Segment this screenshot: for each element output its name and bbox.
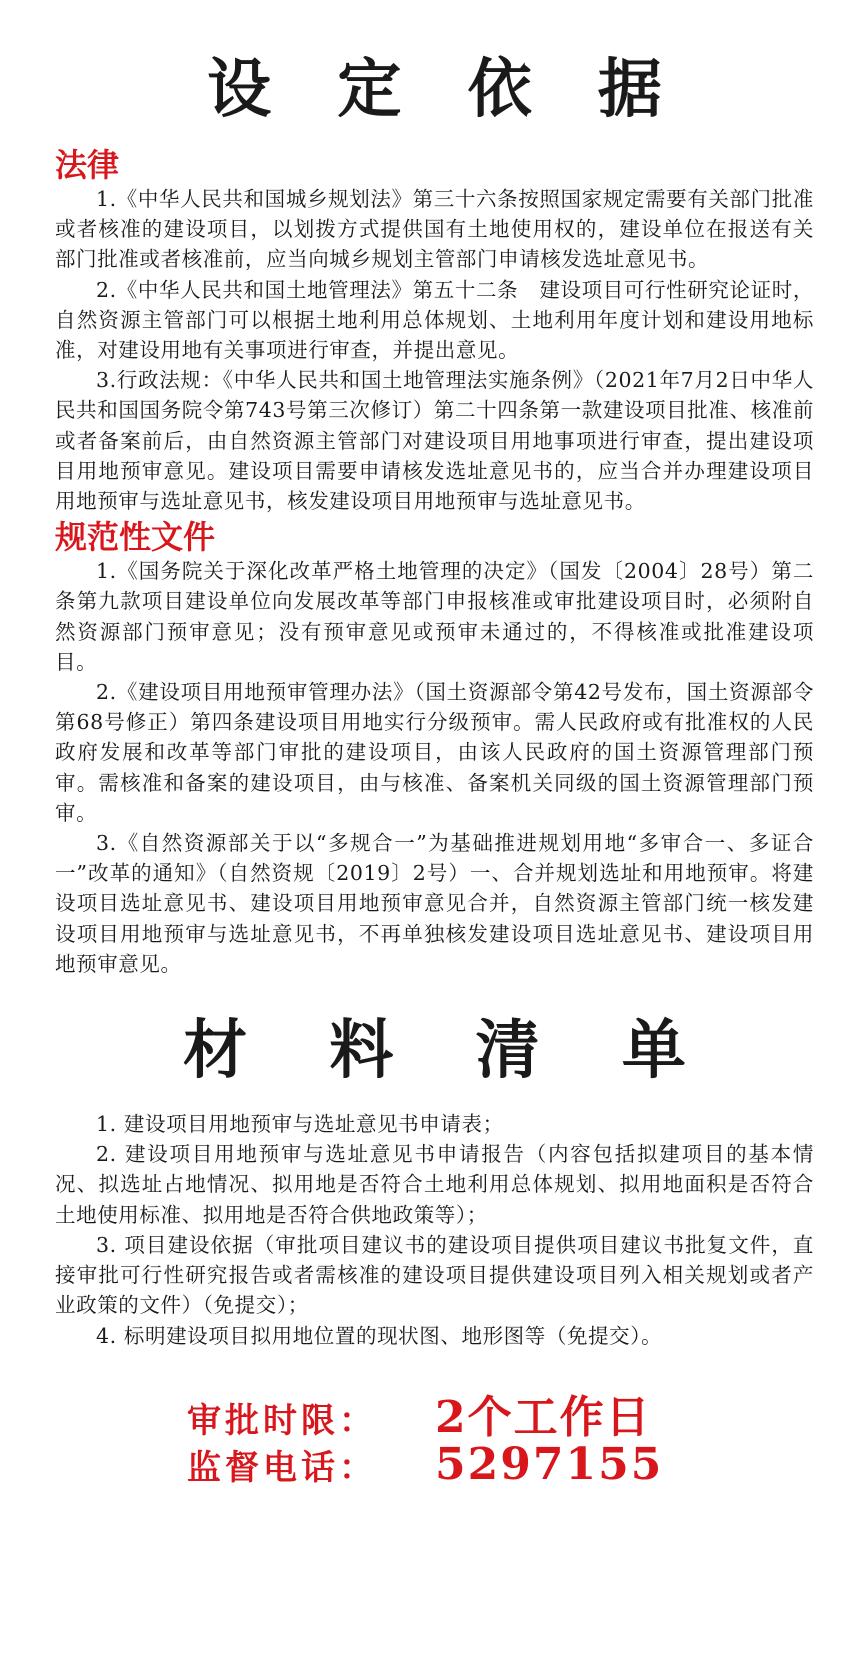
materials-item-2: 2. 建设项目用地预审与选址意见书申请报告（内容包括拟建项目的基本情况、拟选址占地情况、拟用地是否符合土地利用总体规划、拟用地面积是否符合土地使用标准、拟用地是否符合供地政策等）； — [55, 1142, 814, 1227]
law-item-3: 3.行政法规：《中华人民共和国土地管理法实施条例》（2021年7月2日中华人民共和国国务院令第743号第三次修订）第二十四条第一款建设项目批准、核准前或者备案前后，由自然资源主管部门对建设项目用地事项进行审查，提出建设项目用地预审意见。建设项目需要申请核发选址意见书的，应当合并办理建设项目用地预审与选址意见书，核发建设项目用地预审与选址意见书。 — [55, 368, 814, 514]
section-heading-law: 法律 — [55, 146, 120, 184]
approval-time-value: 2个工作日 — [435, 1391, 652, 1443]
supervision-phone-label: 监督电话： — [187, 1447, 377, 1488]
supervision-phone-value: 5297155 — [435, 1438, 664, 1490]
materials-item-1: 1. 建设项目用地预审与选址意见书申请表； — [96, 1112, 504, 1137]
supervision-phone-row — [55, 1439, 814, 1497]
materials-item-4: 4. 标明建设项目拟用地位置的现状图、地形图等（免提交）。 — [96, 1323, 663, 1348]
approval-time-row — [55, 1381, 814, 1443]
section-heading-normative: 规范性文件 — [55, 518, 216, 557]
approval-time-label: 审批时限： — [187, 1400, 377, 1441]
materials-item-3: 3. 项目建设依据（审批项目建议书的建设项目提供项目建议书批复文件，直接审批可行性研究报告或者需核准的建设项目提供建设项目列入相关规划或者产业政策的文件）（免提交）； — [55, 1232, 814, 1318]
normative-item-1: 1.《国务院关于深化改革严格土地管理的决定》（国发〔2004〕28号）第二条第九款项目建设单位向发展改革等部门申报核准或审批建设项目时，必须附自然资源部门预审意见；没有预审意见或预审未通过的，不得核准或批准建设项目。 — [55, 559, 814, 674]
normative-item-2: 2.《建设项目用地预审管理办法》（国土资源部令第42号发布，国土资源部令第68号修正）第四条建设项目用地实行分级预审。需人民政府或有批准权的人民政府发展和改革等部门审批的建设项目，由该人民政府的国土资源管理部门预审。需核准和备案的建设项目，由与核准、备案机关同级的国土资源管理部门预审。 — [55, 680, 814, 825]
law-item-2: 2.《中华人民共和国土地管理法》第五十二条 建设项目可行性研究论证时，自然资源主管部门可以根据土地利用总体规划、土地利用年度计划和建设用地标准，对建设用地有关事项进行审查，并提出意见。 — [55, 277, 814, 363]
materials-title: 材 料 清 单 — [183, 1013, 716, 1089]
normative-item-3: 3.《自然资源部关于以“多规合一”为基础推进规划用地“多审合一、多证合一”改革的通知》（自然资规〔2019〕2号）一、合并规划选址和用地预审。将建设项目选址意见书、建设项目用地预审意见合并，自然资源主管部门统一核发建设项目用地预审与选址意见书，不再单独核发建设项目选址意见书、建设项目用地预审意见。 — [55, 831, 814, 976]
law-item-1: 1.《中华人民共和国城乡规划法》第三十六条按照国家规定需要有关部门批准或者核准的建设项目，以划拨方式提供国有土地使用权的，建设单位在报送有关部门批准或者核准前，应当向城乡规划主管部门申请核发选址意见书。 — [55, 187, 814, 272]
page-title: 设 定 依 据 — [207, 52, 684, 127]
materials-list — [55, 1109, 814, 1351]
footer-info — [55, 1381, 814, 1497]
